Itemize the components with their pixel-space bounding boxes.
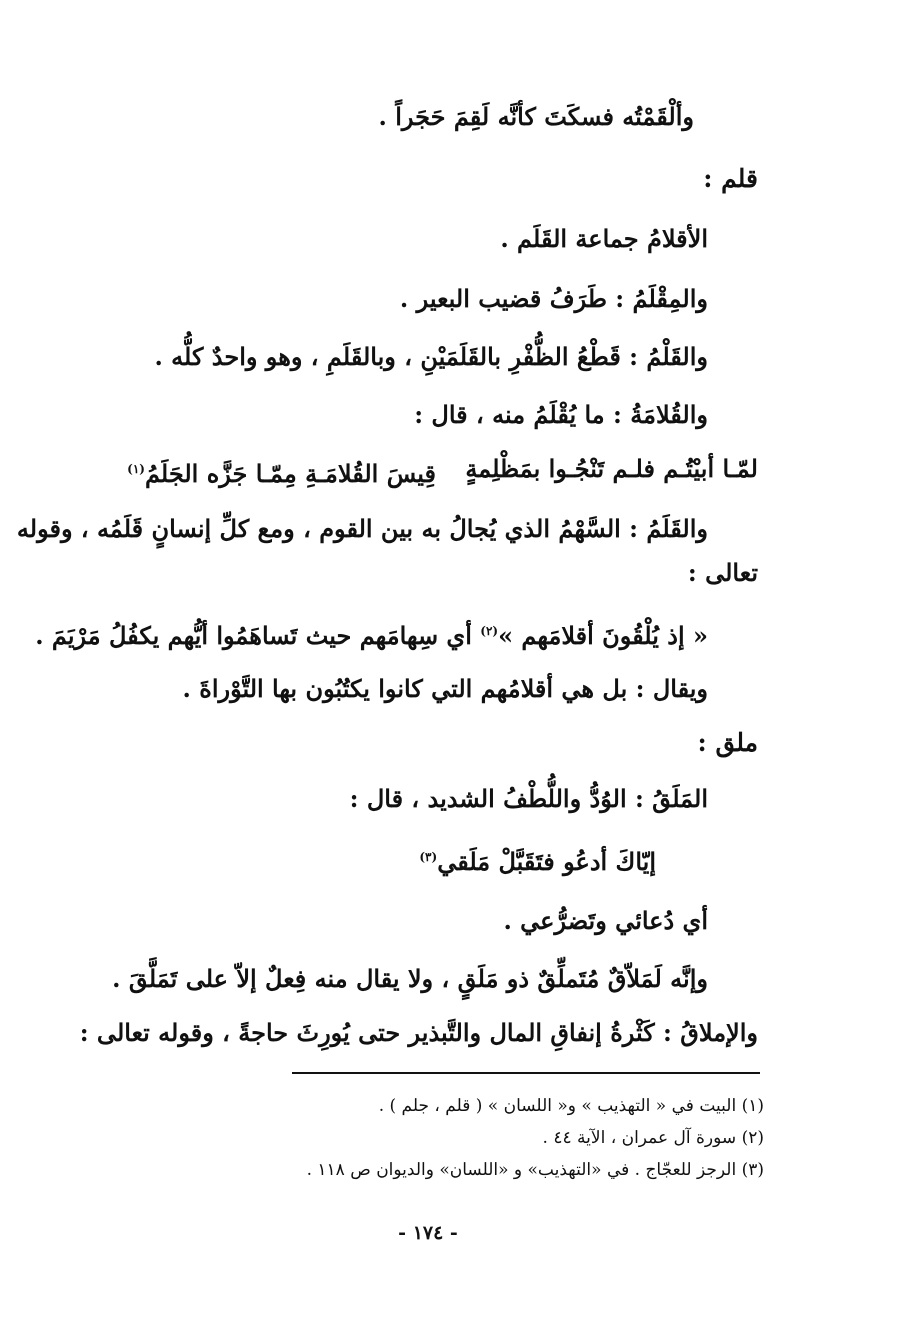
footnote-1: (١) البيت في « التهذيب » و« اللسان » ( قلم ، جلم ) . (378, 1096, 764, 1116)
rajaz-verse-line: إيّاكَ أدعُو فتَقَبَّلْ مَلَقي$^{(٣)}$ (419, 847, 656, 876)
text-line: والقَلَمُ : السَّهْمُ الذي يُجالُ به بين القوم ، ومع كلِّ إنسانٍ قَلَمُه ، وقوله (16, 514, 708, 543)
text-line: تعالى : (687, 558, 758, 587)
footnote-separator (292, 1072, 760, 1074)
footnote-2: (٢) سورة آل عمران ، الآية ٤٤ . (542, 1128, 764, 1148)
text-line: والقَلْمُ : قَطْعُ الظُّفْرِ بالقَلَمَيْنِ ، وبالقَلَمِ ، وهو واحدٌ كلُّه . (154, 342, 708, 371)
text-line: المَلَقُ : الوُدُّ واللُّطْفُ الشديد ، قال : (349, 784, 708, 813)
text-line: وألْقَمْتُه فسكَتَ كأنَّه لَقِمَ حَجَراً . (378, 102, 694, 131)
text-line: والمِقْلَمُ : طَرَفُ قضيب البعير . (399, 284, 708, 313)
footnote-marker: (٢) (480, 624, 499, 638)
entry-heading-qalam: قلم : (703, 164, 758, 193)
page-number: - ١٧٤ - (398, 1222, 458, 1244)
quran-quote-line: « إذ يُلْقُونَ أقلامَهم »$^{(٢)}$ أي سِهامَهم حيث تَساهَمُوا أيُّهم يكفُلُ مَرْيَمَ . (35, 621, 708, 650)
text-line: والقُلامَةُ : ما يُقْلَمُ منه ، قال : (414, 400, 708, 429)
verse-first-hemistich: لمّـا أبيْتُـم فلـم تَنْجُـوا بمَظْلِمةٍ (465, 454, 758, 483)
footnote-3: (٣) الرجز للعجّاج . في «التهذيب» و «اللسان» والديوان ص ١١٨ . (306, 1160, 764, 1180)
text-line: الأقلامُ جماعة القَلَم . (500, 224, 708, 253)
text-line: وإنَّه لَمَلاّقٌ مُتَملِّقٌ ذو مَلَقٍ ، ولا يقال منه فِعلٌ إلاّ على تَمَلَّقَ . (112, 964, 708, 993)
text-line: أي دُعائي وتَضرُّعي . (503, 906, 708, 935)
text-line: ويقال : بل هي أقلامُهم التي كانوا يكتُبُون بها التَّوْراةَ . (182, 674, 708, 703)
entry-heading-malaq: ملق : (697, 728, 758, 757)
text-line: والإملاقُ : كَثْرةُ إنفاقِ المال والتَّبذير حتى يُورِثَ حاجةً ، وقوله تعالى : (79, 1018, 758, 1047)
footnote-marker: (٣) (419, 850, 438, 864)
verse-second-hemistich: قِيسَ القُلامَـةِ مِمّـا جَزَّه الجَلَمُ$^{(١)}$ (127, 459, 436, 488)
footnote-marker: (١) (127, 462, 145, 476)
